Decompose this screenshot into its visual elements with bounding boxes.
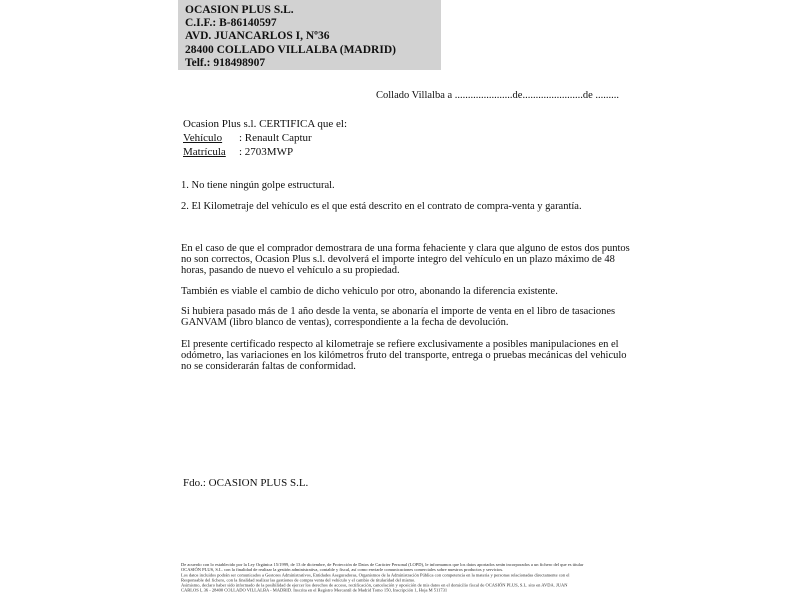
point-2: 2. El Kilometraje del vehículo es el que está descrito en el contrato de compra-venta y garantía. [181,201,582,212]
plate-row [183,145,347,159]
vehicle-label: Vehículo [183,132,223,144]
legal-line: Los datos incluidos podrán ser comunicados a Gestores Administrativos, Entidades Aseguradoras, Organismos de la Administración Pública con competencia en la materia y personas relacionadas directamente con el [181,572,570,578]
company-letterhead [178,0,441,70]
legal-line: De acuerdo con lo establecido por la Ley Orgánica 15/1999, de 13 de diciembre, de Protección de Datos de Carácter Personal (LOPD), le informamos que los datos aportados serán incorporados a un fichero del que es titular [181,562,584,567]
legal-line: OCASIÓN PLUS, S.L. con la finalidad de realizar la gestión administrativa, contable y fiscal, así como enviarle comunicaciones comerciales sobre nuestros productos y servicios. [181,567,504,573]
legal-line: CARLOS I, 36 - 28400 COLLADO VILLALBA - MADRID. Inscrita en el Registro Mercantil de Madrid Tomo 150, Inscripción 1, Hoja M 511731 [181,587,448,593]
vehicle-row [183,131,347,145]
paragraph-exchange-option: También es viable el cambio de dicho vehiculo por otro, abonando la diferencia existente. [181,286,558,297]
paragraph-refund-guarantee: En el caso de que el comprador demostrara de una forma fehaciente y clara que alguno de estos dos puntos no son correctos, Ocasion Plus s.l. devolverá el importe integro del vehículo en un plazo máximo de 48 horas, pasando de nuevo el vehículo a su propiedad. [181,243,630,277]
company-cif: C.I.F.: B-86140597 [185,17,277,30]
certification-block [183,117,347,159]
company-phone: Telf.: 918498907 [185,56,266,69]
date-line: Collado Villalba a ......................de.......................de ......... [376,90,619,101]
plate-label: Matrícula [183,146,226,158]
certify-intro: Ocasion Plus s.l. CERTIFICA que el: [183,118,348,130]
company-address: AVD. JUANCARLOS I, Nº36 [185,30,330,43]
company-city: 28400 COLLADO VILLALBA (MADRID) [185,43,396,56]
plate-value: : 2703MWP [239,146,294,158]
numbered-points [181,180,582,212]
paragraph-odometer-disclaimer: El presente certificado respecto al kilometraje se refiere exclusivamente a posibles manipulaciones en el odómetro, las variaciones en los kilómetros fruto del transporte, entrega o pruebas mecánicas del vehiculo no se considerarán faltas de conformidad. [181,339,627,373]
legal-line: Asimismo, declaro haber sido informado de la posibilidad de ejercer los derechos de acceso, rectificación, cancelación y oposición de mis datos en el domicilio fiscal de OCASIÓN PLUS, S.L. sito en AVDA. JUAN [181,582,568,588]
point-1: 1. No tiene ningún golpe estructural. [181,180,335,191]
legal-line: Responsable del fichero, con la finalidad realizar las gestiones de compra venta del vehículo y el cambio de titularidad del mismo. [181,577,416,583]
legal-footer [181,562,626,600]
vehicle-value: : Renault Captur [239,132,312,144]
signature-line: Fdo.: OCASION PLUS S.L. [183,477,309,489]
legal-footer-text [181,562,626,593]
company-name: OCASION PLUS S.L. [185,4,294,16]
paragraph-ganvam-valuation: Si hubiera pasado más de 1 año desde la venta, se abonaría el importe de venta en el libro de tasaciones GANVAM (libro blanco de ventas), correspondiente a la fecha de devolución. [181,306,616,329]
